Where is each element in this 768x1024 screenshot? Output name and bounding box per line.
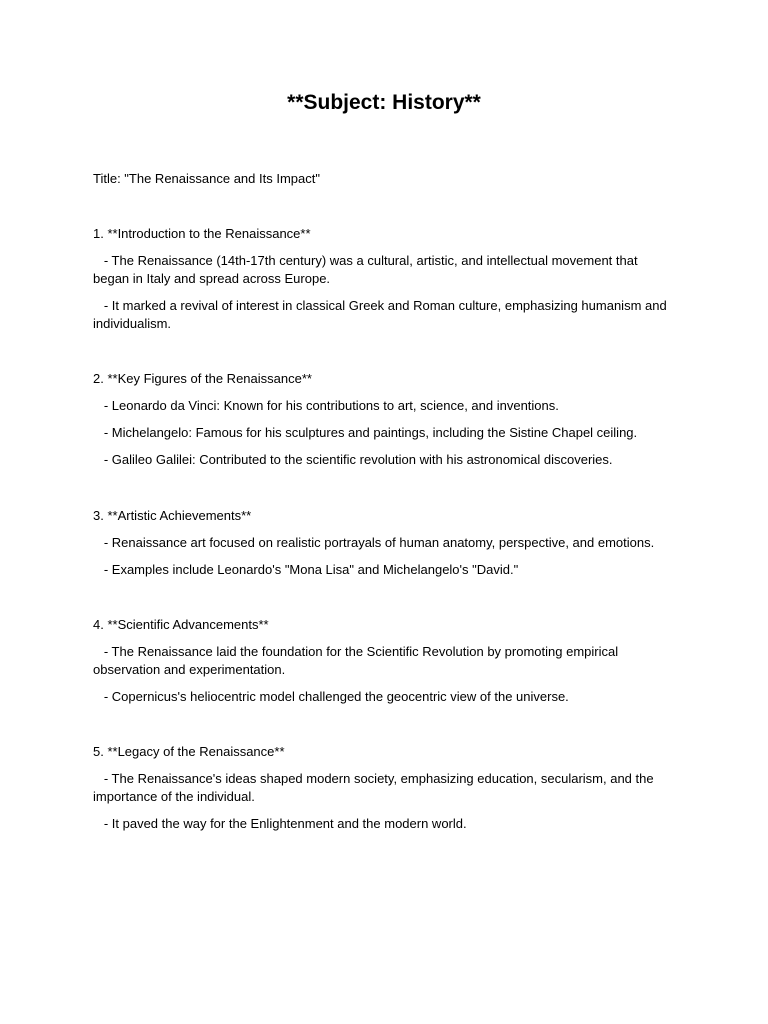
section-artistic-achievements	[93, 507, 675, 579]
section-bullet: - The Renaissance (14th-17th century) was a cultural, artistic, and intellectual movement that began in Italy and spread across Europe.	[93, 253, 642, 286]
section-bullet: - Renaissance art focused on realistic portrayals of human anatomy, perspective, and emotions.	[93, 535, 655, 550]
section-bullet: - Galileo Galilei: Contributed to the scientific revolution with his astronomical discoveries.	[93, 452, 613, 467]
section-heading: 2. **Key Figures of the Renaissance**	[93, 371, 312, 386]
section-heading: 5. **Legacy of the Renaissance**	[93, 744, 285, 759]
section-legacy	[93, 743, 675, 833]
section-bullet: - The Renaissance laid the foundation for the Scientific Revolution by promoting empirical observation and experimentation.	[93, 644, 622, 677]
section-bullet: - It paved the way for the Enlightenment and the modern world.	[93, 816, 467, 831]
section-bullet: - Leonardo da Vinci: Known for his contributions to art, science, and inventions.	[93, 398, 559, 413]
section-bullet: - The Renaissance's ideas shaped modern society, emphasizing education, secularism, and the importance of the individual.	[93, 771, 658, 804]
section-heading: 3. **Artistic Achievements**	[93, 508, 252, 523]
document-heading: **Subject: History**	[287, 91, 481, 114]
document-title: Title: "The Renaissance and Its Impact"	[93, 171, 320, 186]
section-introduction	[93, 225, 675, 333]
section-key-figures	[93, 370, 675, 469]
section-bullet: - Michelangelo: Famous for his sculptures and paintings, including the Sistine Chapel ceiling.	[93, 425, 638, 440]
section-bullet: - Examples include Leonardo's "Mona Lisa" and Michelangelo's "David."	[93, 562, 519, 577]
section-scientific-advancements	[93, 616, 675, 706]
section-bullet: - It marked a revival of interest in classical Greek and Roman culture, emphasizing humanism and individualism.	[93, 298, 671, 331]
section-heading: 4. **Scientific Advancements**	[93, 617, 269, 632]
section-heading: 1. **Introduction to the Renaissance**	[93, 226, 311, 241]
section-bullet: - Copernicus's heliocentric model challenged the geocentric view of the universe.	[93, 689, 569, 704]
